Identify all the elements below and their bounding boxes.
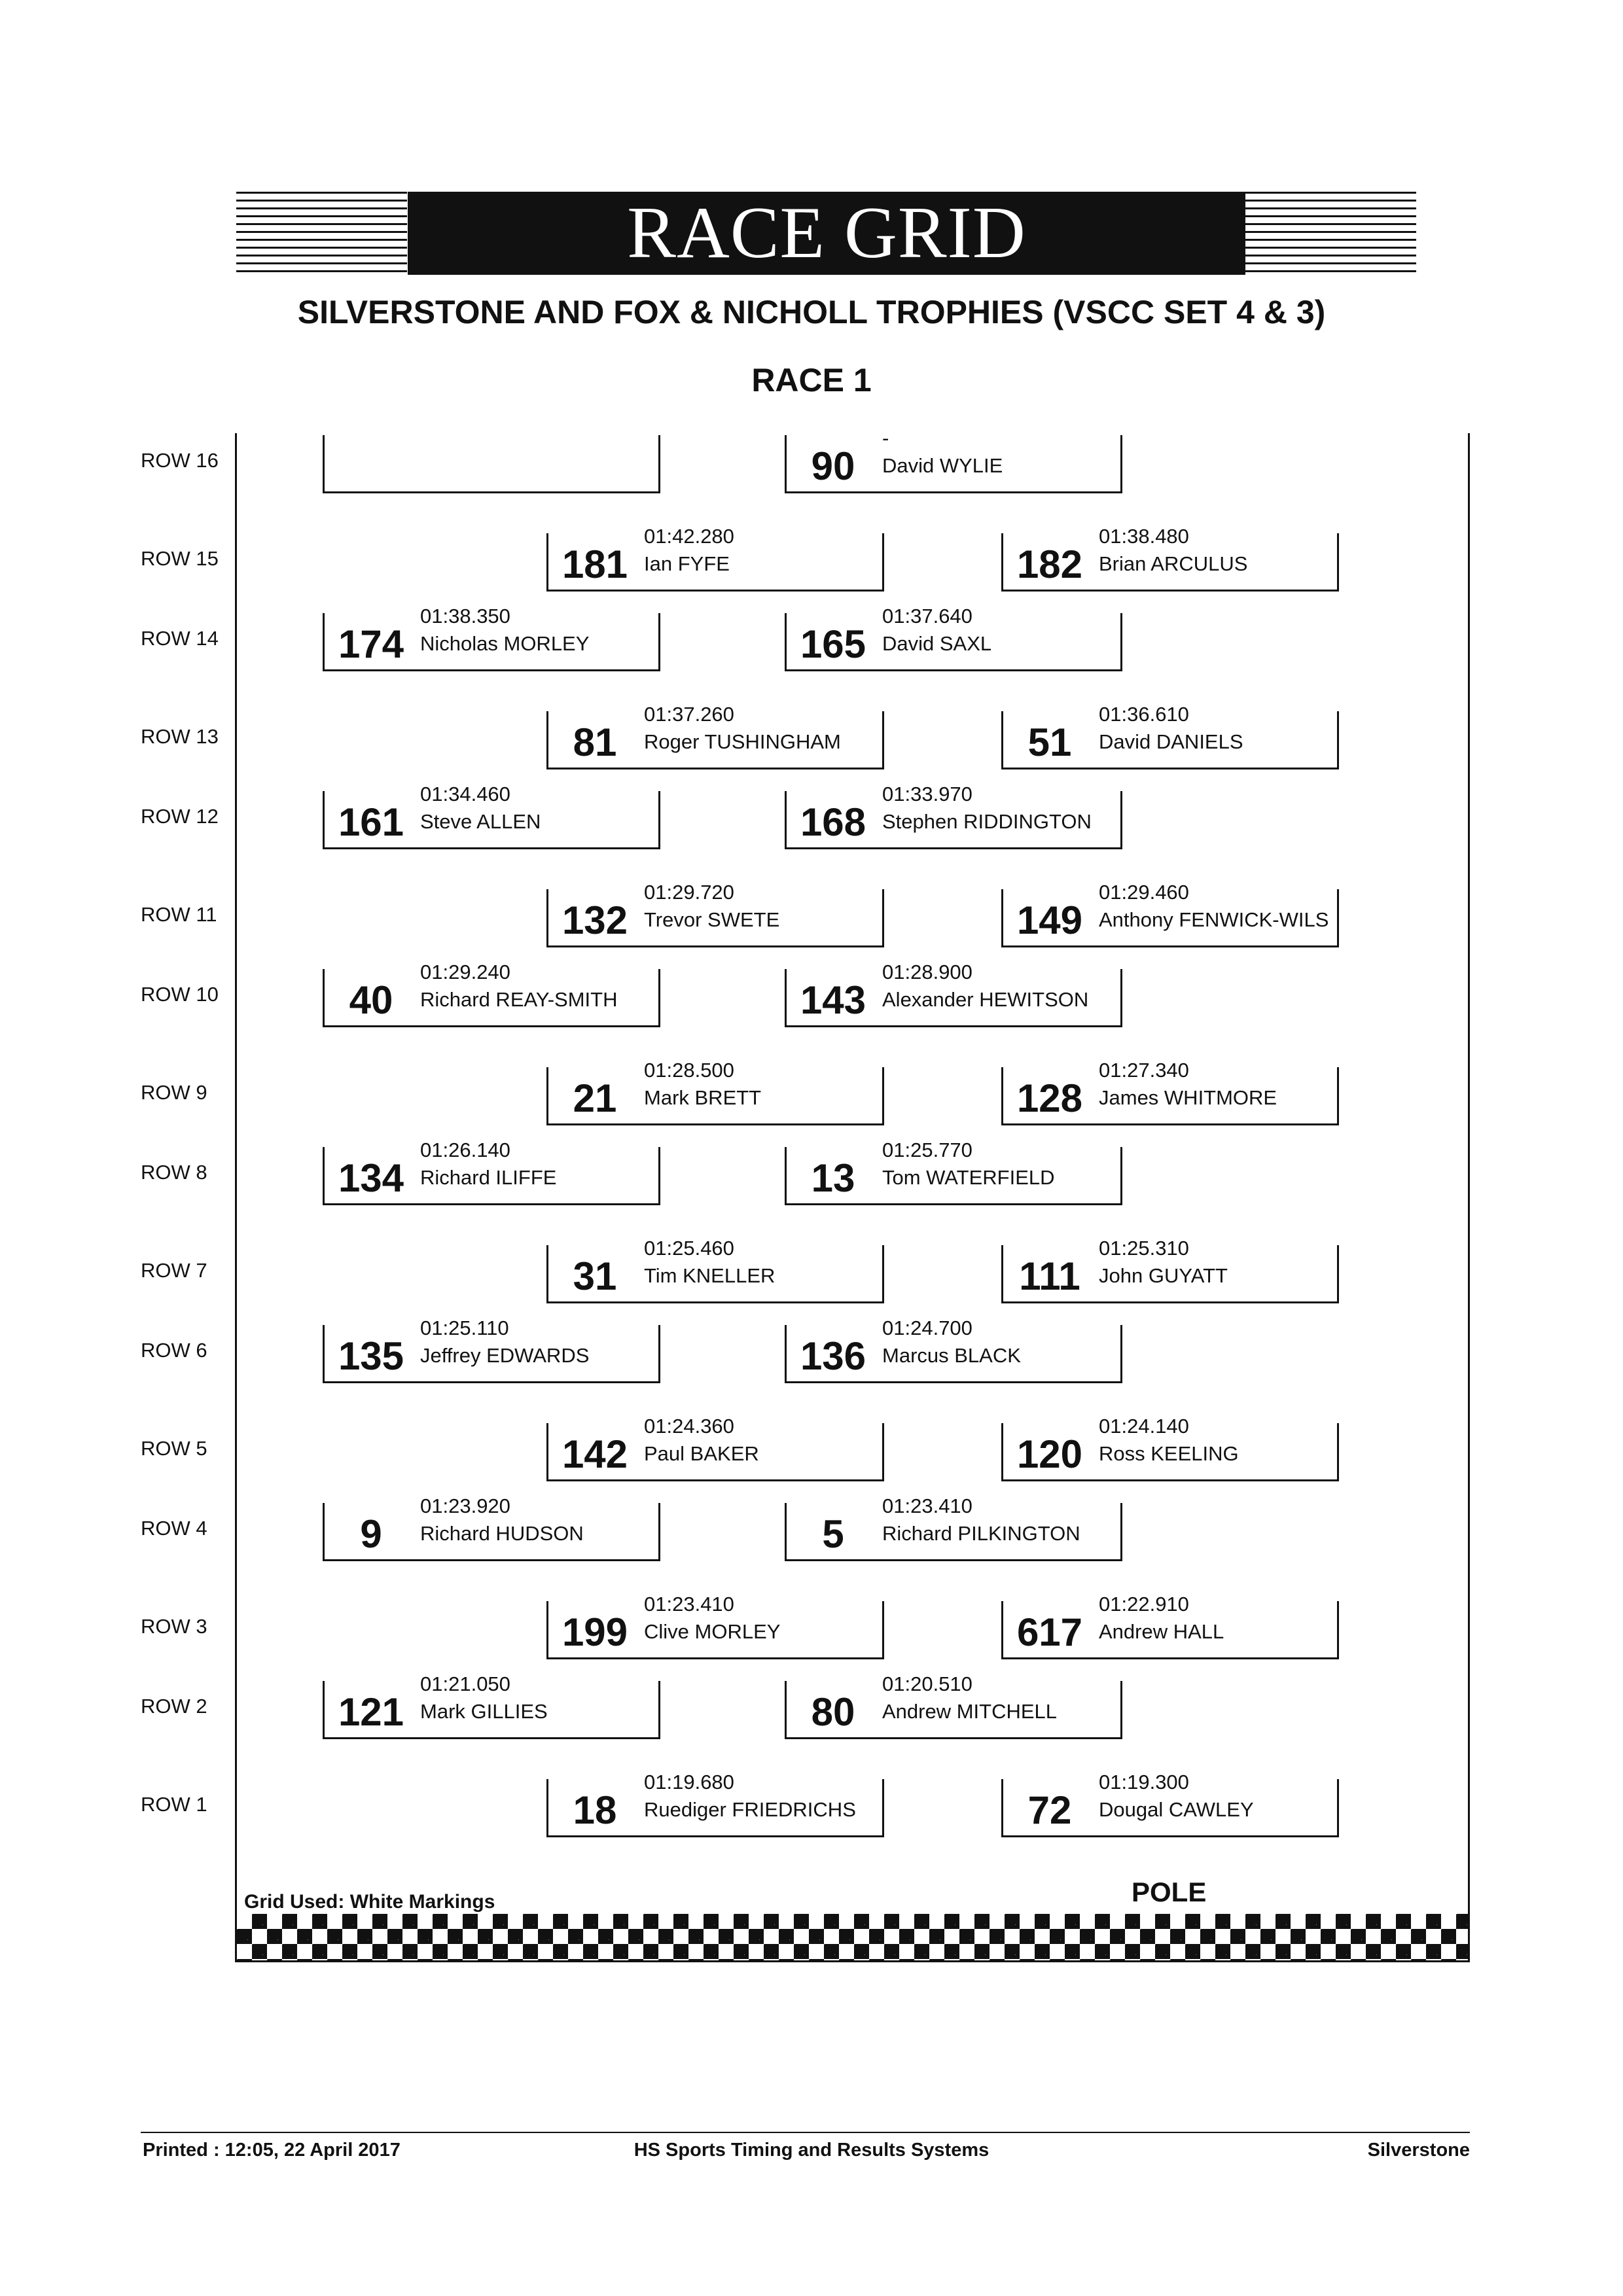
lap-time: 01:34.460 — [420, 783, 510, 805]
row-label: ROW 11 — [141, 903, 217, 926]
grid-frame-right-lower — [1468, 1878, 1470, 1962]
row-label: ROW 7 — [141, 1259, 207, 1282]
driver-name: Andrew MITCHELL — [882, 1700, 1058, 1723]
grid-slot — [546, 1415, 884, 1481]
lap-time: 01:26.140 — [420, 1139, 510, 1161]
row-label: ROW 12 — [141, 805, 219, 828]
row-label: ROW 4 — [141, 1517, 207, 1540]
car-number: 21 — [573, 1076, 617, 1120]
chequered-flag-strip — [237, 1914, 1468, 1960]
row-label: ROW 15 — [141, 547, 219, 570]
pole-label: POLE — [1132, 1877, 1207, 1907]
car-number: 51 — [1027, 720, 1072, 764]
row-label: ROW 2 — [141, 1695, 207, 1718]
grid-slot — [546, 703, 884, 769]
car-number: 81 — [573, 720, 617, 764]
driver-name: David SAXL — [882, 632, 992, 655]
driver-name: David WYLIE — [882, 454, 1003, 477]
row-label: ROW 10 — [141, 983, 219, 1006]
banner-stripes-right — [1245, 192, 1416, 275]
car-number: 165 — [800, 622, 866, 666]
grid-slot — [323, 961, 660, 1027]
driver-name: John GUYATT — [1099, 1264, 1228, 1287]
grid-slot — [785, 1316, 1122, 1383]
driver-name: Jeffrey EDWARDS — [420, 1344, 590, 1367]
driver-name: Dougal CAWLEY — [1099, 1798, 1254, 1821]
title-banner — [236, 192, 1416, 275]
lap-time: 01:19.680 — [644, 1771, 734, 1793]
car-number: 5 — [822, 1512, 844, 1556]
lap-time: 01:21.050 — [420, 1672, 510, 1695]
car-number: 617 — [1016, 1610, 1083, 1654]
car-number: 182 — [1016, 542, 1083, 586]
printed-timestamp: Printed : 12:05, 22 April 2017 — [143, 2140, 401, 2161]
lap-time: 01:33.970 — [882, 783, 972, 805]
grid-frame-bottom — [235, 1960, 1470, 1962]
lap-time: 01:28.900 — [882, 961, 972, 983]
banner-stripes-left — [236, 192, 407, 275]
lap-time: 01:24.140 — [1099, 1415, 1189, 1438]
row-label: ROW 8 — [141, 1161, 207, 1184]
car-number: 40 — [349, 978, 393, 1022]
row-label: ROW 13 — [141, 725, 219, 748]
driver-name: Andrew HALL — [1099, 1620, 1224, 1643]
driver-name: Nicholas MORLEY — [420, 632, 590, 655]
car-number: 120 — [1016, 1432, 1083, 1476]
lap-time: - — [882, 427, 889, 450]
driver-name: Mark GILLIES — [420, 1700, 548, 1723]
banner-title: RACE GRID — [408, 192, 1245, 275]
grid-slot — [323, 605, 660, 671]
car-number: 143 — [800, 978, 866, 1022]
driver-name: Anthony FENWICK-WILS — [1099, 908, 1329, 931]
venue-name: Silverstone — [1367, 2140, 1470, 2161]
lap-time: 01:29.720 — [644, 881, 734, 904]
driver-name: Trevor SWETE — [644, 908, 780, 931]
grid-slot — [323, 1316, 660, 1383]
car-number: 72 — [1027, 1788, 1072, 1832]
grid-slot — [546, 1059, 884, 1125]
lap-time: 01:23.410 — [882, 1494, 972, 1517]
row-label: ROW 1 — [141, 1793, 207, 1816]
driver-name: Brian ARCULUS — [1099, 552, 1248, 575]
lap-time: 01:27.340 — [1099, 1059, 1189, 1082]
row-label: ROW 5 — [141, 1437, 207, 1460]
grid-frame-right — [1468, 433, 1470, 1878]
car-number: 135 — [338, 1334, 404, 1378]
car-number: 13 — [811, 1156, 855, 1200]
lap-time: 01:24.360 — [644, 1415, 734, 1438]
driver-name: Ian FYFE — [644, 552, 730, 575]
driver-name: Alexander HEWITSON — [882, 988, 1089, 1011]
grid-slot — [1001, 703, 1339, 769]
driver-name: Clive MORLEY — [644, 1620, 781, 1643]
lap-time: 01:29.240 — [420, 961, 510, 983]
car-number: 31 — [573, 1254, 617, 1298]
timing-system-credit: HS Sports Timing and Results Systems — [633, 2140, 990, 2161]
lap-time: 01:25.460 — [644, 1237, 734, 1260]
grid-slot — [1001, 1593, 1339, 1659]
grid-slot — [546, 881, 884, 947]
row-label: ROW 16 — [141, 449, 219, 472]
car-number: 168 — [800, 800, 866, 844]
lap-time: 01:22.910 — [1099, 1593, 1189, 1616]
car-number: 199 — [562, 1610, 628, 1654]
lap-time: 01:24.700 — [882, 1316, 972, 1339]
lap-time: 01:25.310 — [1099, 1237, 1189, 1260]
grid-slot — [785, 783, 1122, 849]
lap-time: 01:19.300 — [1099, 1771, 1189, 1793]
car-number: 128 — [1016, 1076, 1083, 1120]
lap-time: 01:42.280 — [644, 525, 734, 548]
car-number: 80 — [811, 1690, 855, 1734]
lap-time: 01:37.640 — [882, 605, 972, 627]
car-number: 142 — [562, 1432, 628, 1476]
grid-slot — [323, 1672, 660, 1739]
driver-name: Tim KNELLER — [644, 1264, 776, 1287]
grid-slot — [785, 1139, 1122, 1205]
grid-slot — [785, 1672, 1122, 1739]
grid-frame-left — [235, 433, 237, 1878]
grid-slot-empty — [323, 435, 660, 493]
lap-time: 01:25.770 — [882, 1139, 972, 1161]
car-number: 90 — [811, 444, 855, 488]
grid-slot — [785, 605, 1122, 671]
grid-slot — [1001, 525, 1339, 592]
driver-name: Richard REAY-SMITH — [420, 988, 618, 1011]
lap-time: 01:29.460 — [1099, 881, 1189, 904]
row-label: ROW 9 — [141, 1081, 207, 1104]
grid-slot — [785, 961, 1122, 1027]
grid-slot — [546, 525, 884, 592]
row-label: ROW 14 — [141, 627, 219, 650]
grid-slot — [785, 427, 1122, 493]
event-title: SILVERSTONE AND FOX & NICHOLL TROPHIES (VSCC SET 4 & 3) — [297, 294, 1326, 330]
driver-name: Paul BAKER — [644, 1442, 759, 1465]
lap-time: 01:25.110 — [420, 1316, 509, 1339]
driver-name: Richard PILKINGTON — [882, 1522, 1080, 1545]
driver-name: Tom WATERFIELD — [882, 1166, 1055, 1189]
driver-name: James WHITMORE — [1099, 1086, 1277, 1109]
lap-time: 01:20.510 — [882, 1672, 972, 1695]
car-number: 121 — [338, 1690, 404, 1734]
grid-slot — [1001, 881, 1339, 947]
driver-name: Ross KEELING — [1099, 1442, 1239, 1465]
lap-time: 01:23.410 — [644, 1593, 734, 1616]
grid-used-note: Grid Used: White Markings — [244, 1891, 495, 1913]
car-number: 132 — [562, 898, 628, 942]
car-number: 134 — [338, 1156, 404, 1200]
car-number: 161 — [338, 800, 404, 844]
lap-time: 01:38.350 — [420, 605, 510, 627]
car-number: 18 — [573, 1788, 617, 1832]
grid-slot — [1001, 1415, 1339, 1481]
driver-name: Steve ALLEN — [420, 810, 541, 833]
row-label: ROW 3 — [141, 1615, 207, 1638]
driver-name: Richard HUDSON — [420, 1522, 584, 1545]
car-number: 9 — [360, 1512, 382, 1556]
grid-slot — [1001, 1237, 1339, 1303]
car-number: 149 — [1016, 898, 1083, 942]
grid-slot — [546, 1771, 884, 1837]
lap-time: 01:36.610 — [1099, 703, 1189, 726]
driver-name: Stephen RIDDINGTON — [882, 810, 1092, 833]
driver-name: Mark BRETT — [644, 1086, 762, 1109]
driver-name: Ruediger FRIEDRICHS — [644, 1798, 856, 1821]
grid-slot — [323, 1494, 660, 1561]
car-number: 111 — [1019, 1254, 1080, 1298]
driver-name: David DANIELS — [1099, 730, 1243, 753]
grid-slot — [785, 1494, 1122, 1561]
lap-time: 01:38.480 — [1099, 525, 1189, 548]
grid-slot — [546, 1593, 884, 1659]
grid-slot — [323, 783, 660, 849]
grid-slot — [323, 1139, 660, 1205]
footer-divider — [141, 2132, 1470, 2133]
car-number: 181 — [562, 542, 628, 586]
driver-name: Richard ILIFFE — [420, 1166, 557, 1189]
grid-slot — [546, 1237, 884, 1303]
lap-time: 01:23.920 — [420, 1494, 510, 1517]
driver-name: Roger TUSHINGHAM — [644, 730, 841, 753]
grid-slot-pole — [1001, 1771, 1339, 1837]
grid-slot — [1001, 1059, 1339, 1125]
race-title: RACE 1 — [751, 362, 872, 398]
car-number: 136 — [800, 1334, 866, 1378]
lap-time: 01:37.260 — [644, 703, 734, 726]
row-label: ROW 6 — [141, 1339, 207, 1362]
driver-name: Marcus BLACK — [882, 1344, 1021, 1367]
car-number: 174 — [338, 622, 404, 666]
lap-time: 01:28.500 — [644, 1059, 734, 1082]
